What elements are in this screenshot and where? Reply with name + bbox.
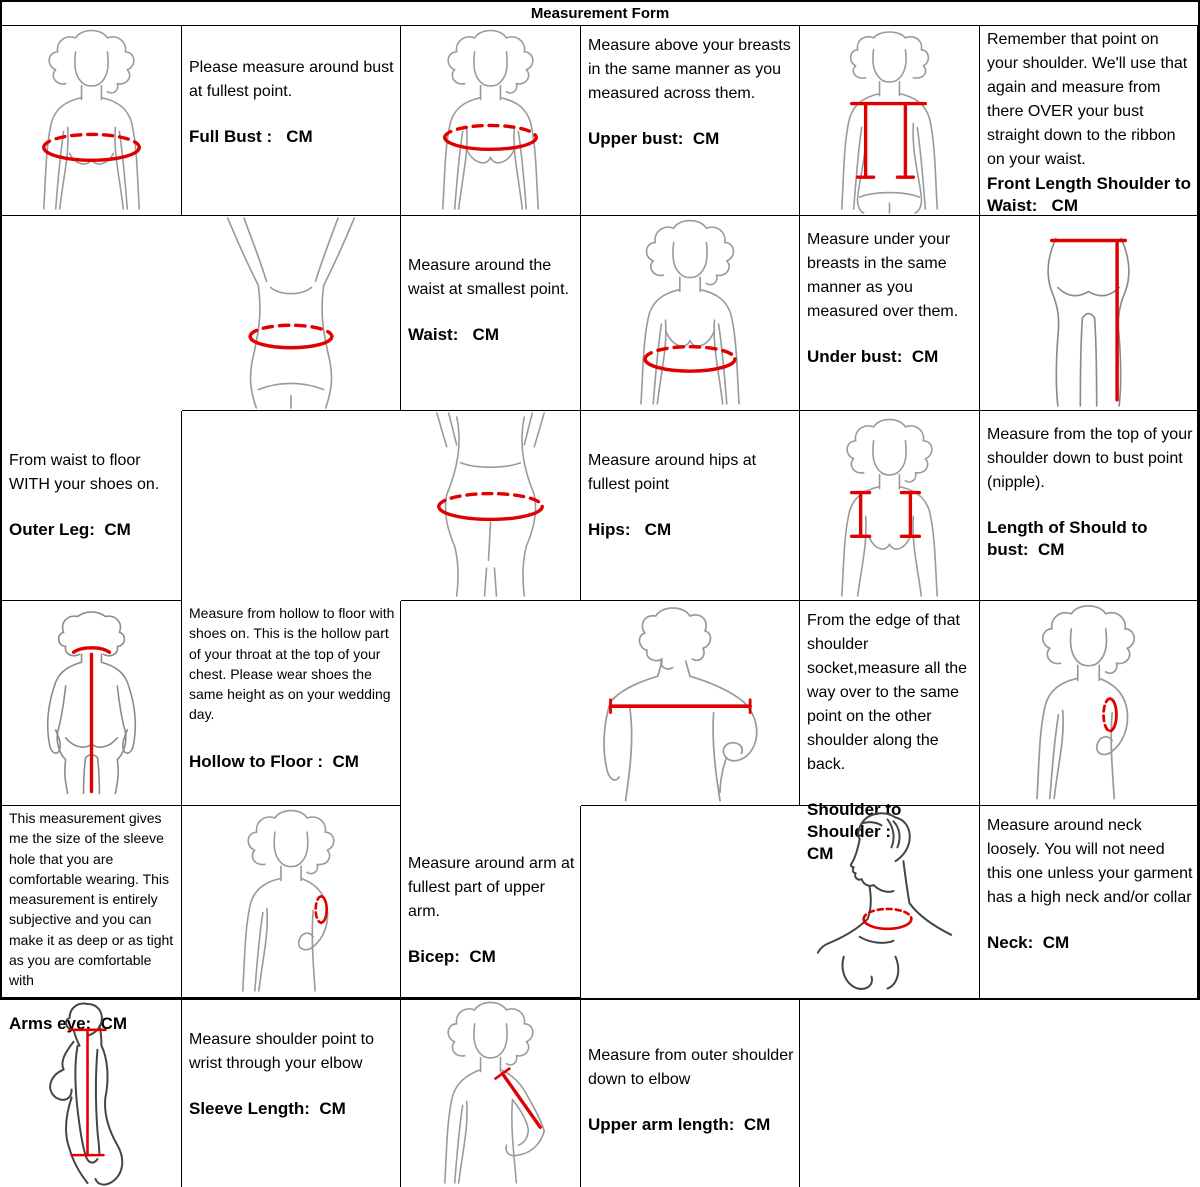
front-length-text-cell bbox=[980, 26, 1198, 216]
shoulder-to-bust-text-cell bbox=[980, 411, 1198, 601]
hollow-to-floor-figure bbox=[2, 601, 181, 805]
measure-description: Measure under your breasts in the same manner as you measured over them. bbox=[807, 231, 959, 320]
measure-label: Length of Should to bust: CM bbox=[987, 518, 1153, 560]
measure-description: Measure around arm at fullest part of upper arm. bbox=[408, 855, 575, 920]
sleeve-length-text-cell bbox=[182, 998, 401, 1187]
upper-arm-length-figure-cell bbox=[401, 998, 581, 1187]
hollow-to-floor-text-cell bbox=[182, 601, 401, 806]
shoulder-to-shoulder-text-cell bbox=[800, 601, 980, 864]
measure-description: From waist to floor WITH your shoes on. bbox=[9, 452, 160, 493]
measure-description: Measure from the top of your shoulder down to bust point (nipple). bbox=[987, 426, 1193, 491]
measure-description: Measure from outer shoulder down to elbow bbox=[588, 1047, 794, 1088]
upper-bust-figure-cell bbox=[401, 26, 581, 216]
shoulder-to-shoulder-figure-cell bbox=[581, 601, 800, 806]
shoulder-to-bust-figure-cell bbox=[800, 411, 980, 601]
measure-label: Upper arm length: CM bbox=[588, 1115, 771, 1134]
measure-label: Front Length Shoulder to Waist: CM bbox=[987, 174, 1196, 216]
sleeve-length-figure-cell bbox=[2, 998, 182, 1187]
waist-figure bbox=[182, 216, 400, 410]
measure-description: Measure above your breasts in the same manner as you measured across them. bbox=[588, 37, 791, 102]
hips-figure-cell bbox=[401, 411, 581, 601]
hips-figure bbox=[401, 411, 580, 600]
measure-description: Measure around the waist at smallest point. bbox=[408, 257, 569, 298]
under-bust-figure bbox=[581, 216, 799, 410]
outer-leg-figure bbox=[980, 216, 1197, 410]
outer-leg-figure-cell bbox=[980, 216, 1198, 411]
measure-description: Measure around neck loosely. You will not need this one unless your garment has a high neck and/or collar bbox=[987, 817, 1193, 906]
measure-label: Bicep: CM bbox=[408, 947, 496, 966]
neck-figure-cell bbox=[800, 806, 980, 998]
arms-eye-text-cell bbox=[2, 806, 182, 1033]
under-bust-figure-cell bbox=[581, 216, 800, 411]
measure-description: This measurement gives me the size of the sleeve hole that you are comfortable wearing. This measurement is entirely subjective and you can make it as deep or as tight as you are comfortable with bbox=[9, 810, 174, 989]
measure-label: Shoulder to Shoulder : CM bbox=[807, 800, 902, 864]
waist-figure-cell bbox=[182, 216, 401, 411]
measure-label: Hips: CM bbox=[588, 520, 672, 539]
measure-description: Please measure around bust at fullest point. bbox=[189, 59, 394, 100]
measure-label: Upper bust: CM bbox=[588, 129, 720, 148]
full-bust-figure bbox=[2, 26, 181, 215]
front-length-figure-cell bbox=[800, 26, 980, 216]
bicep-figure-cell bbox=[182, 806, 401, 998]
shoulder-to-bust-figure bbox=[800, 411, 979, 600]
upper-arm-length-figure bbox=[401, 998, 580, 1187]
neck-text-cell bbox=[980, 806, 1198, 998]
outer-leg-text-cell bbox=[2, 411, 182, 601]
measure-description: From the edge of that shoulder socket,measure all the way over to the same point on the other shoulder along the back. bbox=[807, 612, 968, 773]
form-title: Measurement Form bbox=[2, 2, 1198, 26]
measure-label: Waist: CM bbox=[408, 325, 499, 344]
shoulder-to-shoulder-figure bbox=[581, 601, 799, 805]
upper-arm-length-text-cell bbox=[581, 998, 800, 1187]
under-bust-text-cell bbox=[800, 216, 980, 411]
bicep-text-cell bbox=[401, 806, 581, 998]
front-length-figure bbox=[800, 26, 979, 215]
measure-label: Under bust: CM bbox=[807, 347, 939, 366]
arms-eye-figure-cell bbox=[980, 601, 1198, 806]
arms-eye-figure bbox=[980, 601, 1197, 805]
measure-description: Measure from hollow to floor with shoes on. This is the hollow part of your throat at the top of your chest. Please wear shoes the same height as on your wedding day. bbox=[189, 605, 395, 723]
measure-label: Full Bust : CM bbox=[189, 127, 313, 146]
measure-label: Neck: CM bbox=[987, 933, 1070, 952]
measure-label: Arms eye: CM bbox=[9, 1013, 128, 1033]
form-grid bbox=[2, 26, 1198, 1187]
full-bust-figure-cell bbox=[2, 26, 182, 216]
measure-description: Measure shoulder point to wrist through your elbow bbox=[189, 1031, 374, 1072]
hips-text-cell bbox=[581, 411, 800, 601]
upper-bust-text-cell bbox=[581, 26, 800, 216]
measure-description: Measure around hips at fullest point bbox=[588, 452, 757, 493]
full-bust-text-cell bbox=[182, 26, 401, 216]
hollow-to-floor-figure-cell bbox=[2, 601, 182, 806]
neck-figure bbox=[800, 806, 979, 998]
measure-label: Sleeve Length: CM bbox=[189, 1099, 346, 1118]
measure-label: Outer Leg: CM bbox=[9, 520, 131, 539]
measure-description: Remember that point on your shoulder. We'll use that again and measure from there OVER your bust straight down to the ribbon on your waist. bbox=[987, 31, 1188, 168]
measure-label: Hollow to Floor : CM bbox=[189, 751, 359, 771]
waist-text-cell bbox=[401, 216, 581, 411]
bicep-figure bbox=[182, 806, 400, 997]
sleeve-length-figure bbox=[2, 998, 181, 1187]
upper-bust-figure bbox=[401, 26, 580, 215]
